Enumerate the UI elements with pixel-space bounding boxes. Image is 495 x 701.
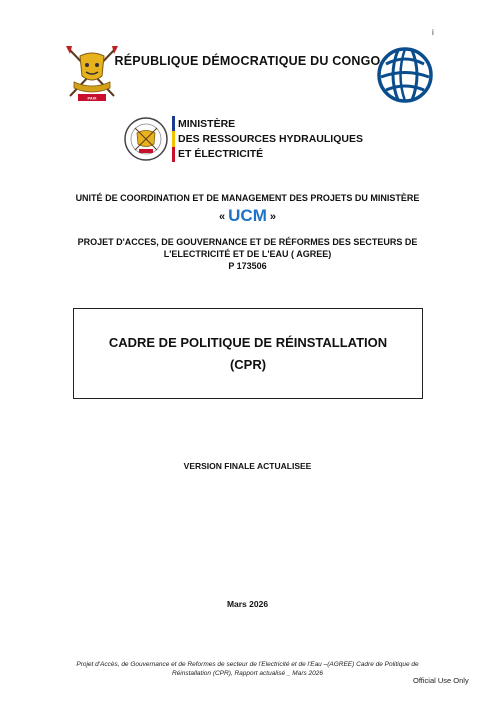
project-title-line-2: L'ELECTRICITÉ ET DE L'EAU ( AGREE) <box>163 249 332 259</box>
ministry-line-3: ET ÉLECTRICITÉ <box>178 148 264 160</box>
project-block <box>0 236 495 272</box>
document-version: VERSION FINALE ACTUALISEE <box>183 461 312 471</box>
flag-color-bar <box>172 116 175 162</box>
quote-close: » <box>269 211 277 223</box>
classification-label: Official Use Only <box>413 676 469 685</box>
page-number: i <box>432 28 434 37</box>
flag-yellow-stripe <box>172 131 175 147</box>
project-title-line-1: PROJET D'ACCES, DE GOUVERNANCE ET DE RÉFORMES DES SECTEURS DE <box>77 237 418 247</box>
ministry-name <box>178 117 363 162</box>
project-code: P 173506 <box>228 261 267 271</box>
footer-line-2: Réinstallation (CPR), Rapport actualisé _ Mars 2026 <box>171 670 323 677</box>
footer-line-1: Projet d'Accès, de Gouvernance et de Reformes de secteur de l'Electricité et de l'Eau –(AGREE) Cadre de Politique de <box>76 661 419 668</box>
unit-name: UNITÉ DE COORDINATION ET DE MANAGEMENT DES PROJETS DU MINISTÈRE <box>75 193 420 203</box>
drc-coat-of-arms-icon <box>64 44 120 104</box>
flag-red-stripe <box>172 147 175 162</box>
ucm-acronym: UCM <box>228 206 267 225</box>
page-footer <box>64 660 431 678</box>
ministry-seal-icon <box>123 116 169 162</box>
ucm-acronym-line <box>0 206 495 226</box>
quote-open: « <box>218 211 226 223</box>
ministry-line-2: DES RESSOURCES HYDRAULIQUES <box>178 133 363 145</box>
document-title-line-1: CADRE DE POLITIQUE DE RÉINSTALLATION <box>108 335 388 350</box>
svg-text:PAIX: PAIX <box>87 95 97 101</box>
document-title-line-2: (CPR) <box>229 357 267 372</box>
ministry-line-1: MINISTÈRE <box>178 118 236 130</box>
document-date: Mars 2026 <box>226 599 269 609</box>
country-name: RÉPUBLIQUE DÉMOCRATIQUE DU CONGO <box>114 54 381 68</box>
document-title <box>73 332 423 376</box>
world-bank-globe-icon <box>376 46 434 104</box>
